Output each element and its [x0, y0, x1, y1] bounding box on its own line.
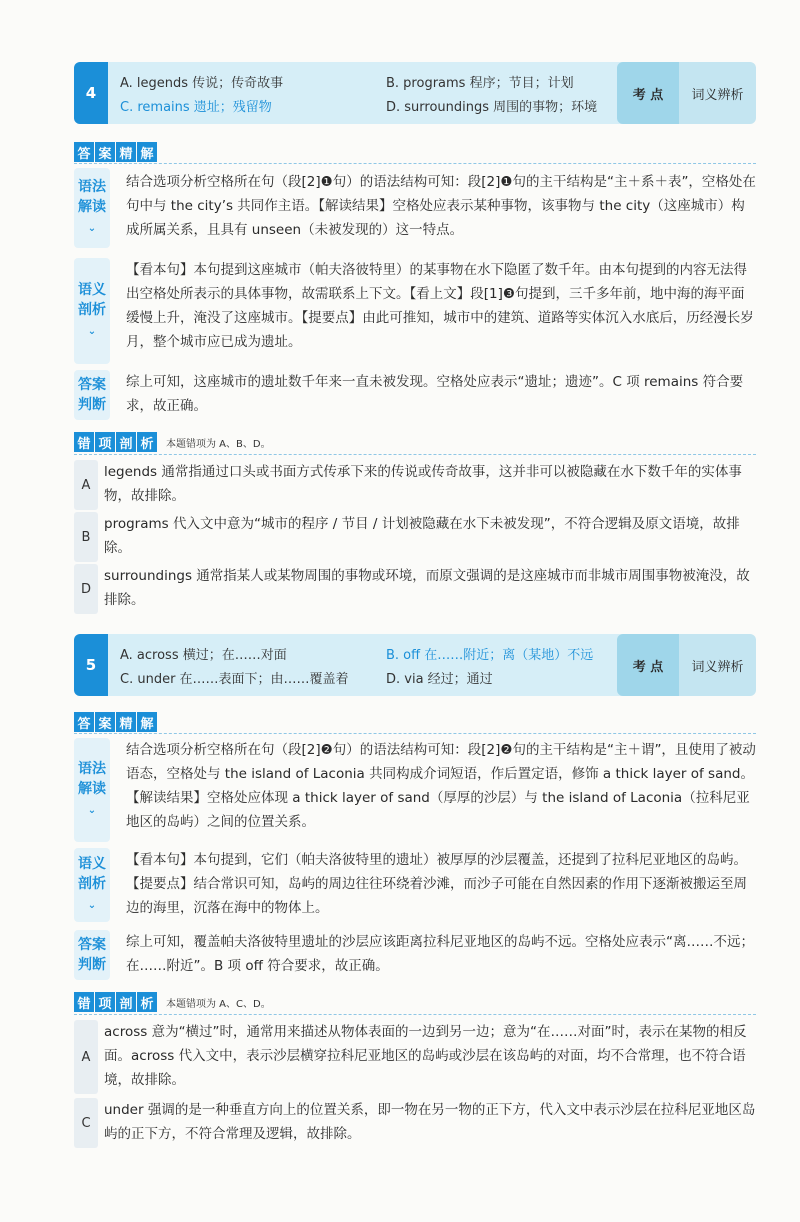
label-line: 语义: [78, 282, 106, 298]
heading-char: 析: [137, 992, 157, 1012]
analysis-text: 综上可知，覆盖帕夫洛彼特里遗址的沙层应该距离拉科尼亚地区的岛屿不远。空格处应表示“离……不远；在……附近”。B 项 off 符合要求，故正确。: [126, 934, 754, 974]
heading-char: 答: [74, 142, 94, 162]
topic-tag: [617, 634, 756, 696]
analysis-text: 【看本句】本句提到这座城市（帕夫洛彼特里）的某事物在水下隐匿了数千年。由本句提到的内容无法得出空格处所表示的具体事物，故需联系上下文。【看上文】段[1]❸句提到，三千多年前，地中海的海平面缓慢上升，淹没了这座城市。【提要点】由此可推知，城市中的建筑、道路等实体沉入水底后，历经漫长岁月，整个城市应已成为遗址。: [126, 262, 754, 350]
heading-char: 解: [137, 142, 157, 162]
analysis-label: [74, 370, 110, 420]
option-c-correct: C. remains 遗址；残留物: [120, 100, 272, 115]
label-line: 判断: [78, 397, 106, 413]
analysis-label: [74, 848, 110, 922]
wrong-option-b: [74, 512, 756, 562]
analysis-label: [74, 258, 110, 364]
analysis-semantic: [74, 258, 756, 364]
wrong-letter: C: [74, 1098, 98, 1148]
option-a: A. legends 传说；传奇故事: [120, 76, 284, 91]
label-line: 答案: [78, 377, 106, 393]
wrong-text: legends 通常指通过口头或书面方式传承下来的传说或传奇故事，这并非可以被隐藏在水下数千年的实体事物，故排除。: [104, 464, 742, 504]
wrong-option-a: [74, 1020, 756, 1094]
options-panel: [108, 634, 684, 696]
wrong-options-note: 本题错项为 A、B、D。: [166, 438, 271, 450]
label-line: 语法: [78, 179, 106, 195]
wrong-options-note: 本题错项为 A、C、D。: [166, 998, 271, 1010]
heading-char: 解: [137, 712, 157, 732]
heading-char: 案: [95, 712, 115, 732]
wrong-letter: B: [74, 512, 98, 562]
analysis-text: 结合选项分析空格所在句（段[2]❷句）的语法结构可知：段[2]❷句的主干结构是“主＋谓”，且使用了被动语态，空格处与 the island of Laconia 共同构成介词短语，作后置定语，修饰 a thick layer of sand。【解读结果】空格处应体现 a thick layer of sand（厚厚的沙层）与 the island of Laconia（拉科尼亚地区的岛屿）之间的位置关系。: [126, 742, 756, 830]
analysis-text: 综上可知，这座城市的遗址数千年来一直未被发现。空格处应表示“遗址；遗迹”。C 项 remains 符合要求，故正确。: [126, 374, 744, 414]
chevron-down-icon: ⌄: [87, 223, 97, 234]
analysis-label: [74, 738, 110, 842]
topic-label: 考 点: [617, 62, 679, 124]
divider: [74, 733, 756, 734]
heading-char: 剖: [116, 432, 136, 452]
topic-value: 词义辨析: [679, 634, 756, 696]
analysis-label: [74, 168, 110, 248]
topic-value: 词义辨析: [679, 62, 756, 124]
wrong-letter: A: [74, 460, 98, 510]
topic-tag: [617, 62, 756, 124]
topic-label: 考 点: [617, 634, 679, 696]
heading-char: 剖: [116, 992, 136, 1012]
divider: [74, 1014, 756, 1015]
option-a: A. across 横过；在……对面: [120, 648, 287, 663]
analysis-judgement: [74, 370, 756, 420]
wrong-option-a: [74, 460, 756, 510]
heading-char: 错: [74, 432, 94, 452]
divider: [74, 163, 756, 164]
heading-char: 错: [74, 992, 94, 1012]
label-line: 剖析: [78, 876, 106, 892]
option-b: B. programs 程序；节目；计划: [386, 76, 574, 91]
question-5-header: [74, 634, 756, 696]
heading-char: 项: [95, 432, 115, 452]
option-b-correct: B. off 在……附近；离（某地）不远: [386, 648, 594, 663]
heading-char: 案: [95, 142, 115, 162]
answer-analysis-heading: [74, 712, 158, 732]
analysis-judgement: [74, 930, 756, 980]
label-line: 解读: [78, 781, 106, 797]
heading-char: 答: [74, 712, 94, 732]
question-number: 4: [74, 62, 108, 124]
wrong-options-heading: [74, 432, 271, 452]
question-number: 5: [74, 634, 108, 696]
chevron-down-icon: ⌄: [87, 326, 97, 337]
heading-char: 精: [116, 142, 136, 162]
label-line: 语法: [78, 761, 106, 777]
option-d: D. surroundings 周围的事物；环境: [386, 100, 598, 115]
chevron-down-icon: ⌄: [87, 805, 97, 816]
wrong-options-heading: [74, 992, 271, 1012]
wrong-text: programs 代入文中意为“城市的程序 / 节目 / 计划被隐藏在水下未被发现”，不符合逻辑及原文语境，故排除。: [104, 516, 740, 556]
wrong-option-c: [74, 1098, 756, 1148]
option-c: C. under 在……表面下；由……覆盖着: [120, 672, 349, 687]
analysis-semantic: [74, 848, 756, 922]
divider: [74, 454, 756, 455]
label-line: 答案: [78, 937, 106, 953]
wrong-text: across 意为“横过”时，通常用来描述从物体表面的一边到另一边；意为“在……对面”时，表示在某物的相反面。across 代入文中，表示沙层横穿拉科尼亚地区的岛屿或沙层在该岛屿的对面，均不合常理，也不符合语境，故排除。: [104, 1024, 747, 1088]
question-4-header: [74, 62, 756, 124]
answer-analysis-heading: [74, 142, 158, 162]
options-panel: [108, 62, 684, 124]
heading-char: 项: [95, 992, 115, 1012]
heading-char: 析: [137, 432, 157, 452]
option-d: D. via 经过；通过: [386, 672, 493, 687]
analysis-text: 【看本句】本句提到，它们（帕夫洛彼特里的遗址）被厚厚的沙层覆盖，还提到了拉科尼亚地区的岛屿。【提要点】结合常识可知，岛屿的周边往往环绕着沙滩，而沙子可能在自然因素的作用下逐渐被搬运至周边的海里，沉落在海中的物体上。: [126, 852, 747, 916]
label-line: 判断: [78, 957, 106, 973]
analysis-label: [74, 930, 110, 980]
analysis-grammar: [74, 738, 756, 842]
wrong-letter: A: [74, 1020, 98, 1094]
wrong-letter: D: [74, 564, 98, 614]
chevron-down-icon: ⌄: [87, 900, 97, 911]
wrong-text: under 强调的是一种垂直方向上的位置关系，即一物在另一物的正下方，代入文中表示沙层在拉科尼亚地区岛屿的正下方，不符合常理及逻辑，故排除。: [104, 1102, 756, 1142]
analysis-text: 结合选项分析空格所在句（段[2]❶句）的语法结构可知：段[2]❶句的主干结构是“主＋系＋表”，空格处在句中与 the city’s 共同作主语。【解读结果】空格处应表示某种事物，该事物与 the city（这座城市）构成所属关系，且具有 unseen（未被发现的）这一特点。: [126, 174, 756, 238]
heading-char: 精: [116, 712, 136, 732]
wrong-option-d: [74, 564, 756, 614]
label-line: 剖析: [78, 302, 106, 318]
label-line: 解读: [78, 199, 106, 215]
analysis-grammar: [74, 168, 756, 248]
label-line: 语义: [78, 856, 106, 872]
wrong-text: surroundings 通常指某人或某物周围的事物或环境，而原文强调的是这座城市而非城市周围事物被淹没，故排除。: [104, 568, 750, 608]
